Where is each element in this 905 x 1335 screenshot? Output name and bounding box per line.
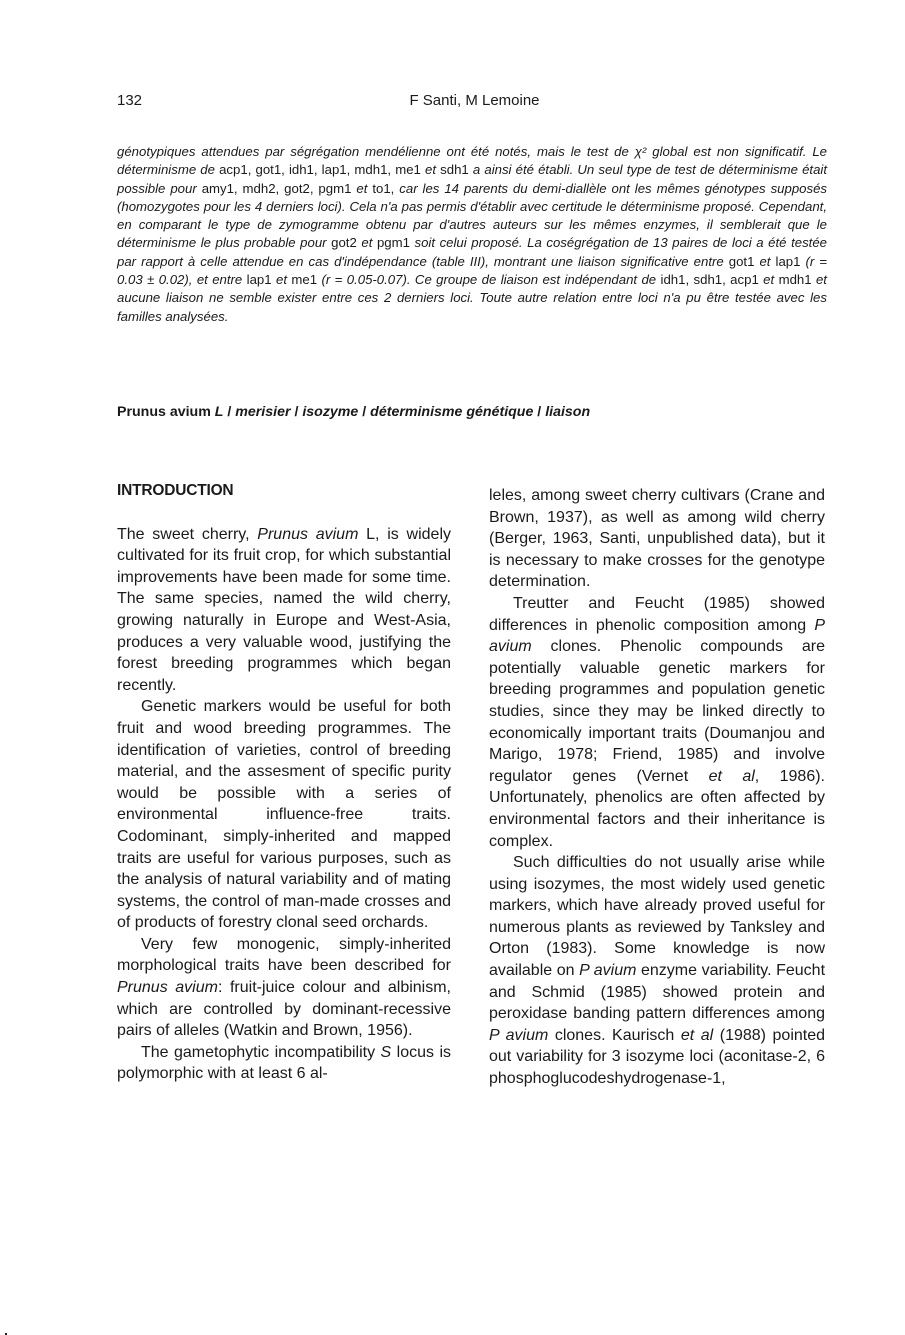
keyword-separator: / [223,404,236,420]
keyword: isozyme [302,404,359,420]
keyword-separator: / [358,404,371,420]
locus-names: acp1, got1, idh1, lap1, mdh1, me1 [219,162,421,178]
abstract-text: et [271,272,292,288]
paragraph: The sweet cherry, Prunus avium L, is widely cultivated for its fruit crop, for which substantial improvements have been made for some time. The same species, named the wild cherry, growing naturally in Europe and West-Asia, produces a very valuable wood, justifying the forest breeding programmes which began recently. [117,525,451,694]
locus-names: pgm1 [376,235,410,251]
right-column [489,485,825,1090]
abstract-text: a ainsi été établi. Un seul type de test de déterminisme était possible pour [117,162,827,196]
paragraph: leles, among sweet cherry cultivars (Crane and Brown, 1937), as well as among wild cherry (Berger, 1963, Santi, unpublished data), but it is necessary to make crosses for the genotype determination. [489,487,825,591]
abstract-text: et [356,235,377,251]
keyword-species: Prunus avium [117,404,211,420]
section-title-introduction: INTRODUCTION [117,482,234,499]
abstract-text: génotypiques attendues par ségrégation mendélienne ont été notés, mais le test de χ² global est non significatif. Le déterminisme de [117,144,827,178]
keyword: liaison [545,404,591,420]
abstract-text: et [754,253,776,269]
page-number: 132 [117,92,143,109]
abstract-text: (r = 0.05-0.07). Ce groupe de liaison est indépendant de [317,272,661,288]
abstract-text: et aucune liaison ne semble exister entre ces 2 derniers loci. Toute autre relation entre loci n'a pu être testée avec les familles analysées. [117,272,827,324]
locus-names: sdh1 [440,162,469,178]
locus-names: lap1 [246,272,272,288]
keyword-separator: / [290,404,303,420]
keyword: merisier [235,404,291,420]
paragraph: Genetic markers would be useful for both fruit and wood breeding programmes. The identification of varieties, control of breeding material, and the assesment of specific purity would be possible with a series of environmental influence-free traits. Codominant, simply-inherited and mapped traits are useful for various purposes, such as the analysis of natural variability and of mating systems, the control of man-made crosses and of products of forestry clonal seed orchards. [117,698,451,932]
abstract-text: car les 14 parents du demi-diallèle ont les mêmes génotypes supposés (homozygotes pour les 4 derniers loci). Cela n'a pas permis d'établir avec certitude le déterminisme proposé. Cependant, en comparant le type de zymogramme obtenu par d'autres auteurs sur les mêmes enzymes, il semblerait que le déterminisme le plus probable pour [117,180,828,251]
keywords-line [117,404,827,420]
locus-names: got1 [728,253,755,269]
paragraph: Very few monogenic, simply-inherited morphological traits have been described for Prunus avium: fruit-juice colour and albinism, which are controlled by dominant-recessive pairs of alleles (Watkin and Brown, 1956). [117,935,451,1040]
paragraph: The gametophytic incompatibility S locus is polymorphic with at least 6 al- [117,1043,452,1083]
locus-names: me1 [291,272,318,288]
keyword-authority: L [214,404,224,420]
abstract-text: soit celui proposé. La coségrégation de 13 paires de loci a été testée par rapport à celle attendue en cas d'indépendance (table III), montrant une liaison significative entre [117,235,827,269]
left-paragraphs [117,524,451,1085]
french-abstract [117,143,827,326]
locus-names: to1, [372,180,395,196]
right-paragraphs [489,485,825,1090]
paragraph: Such difficulties do not usually arise while using isozymes, the most widely used genetic markers, which have already proved useful for numerous plants as reviewed by Tanksley and Orton (1983). Some knowledge is now available on P avium enzyme variability. Feucht and Schmid (1985) showed protein and peroxidase banding pattern differences among P avium clones. Kaurisch et al (1988) pointed out variability for 3 isozyme loci (aconitase-2, 6 phosphoglucodeshydrogenase-1, [489,854,826,1088]
left-column [117,480,451,1085]
keyword-separator: / [533,404,546,420]
page-header [117,92,832,114]
locus-names: amy1, mdh2, got2, pgm1 [201,180,352,196]
paragraph: Treutter and Feucht (1985) showed differences in phenolic composition among P avium clones. Phenolic compounds are potentially valuable genetic markers for breeding programmes and population genetic studies, since they may be linked directly to economically important traits (Doumanjou and Marigo, 1978; Friend, 1985) and involve regulator genes (Vernet et al, 1986). Unfortunately, phenolics are often affected by environmental factors and their inheritance is complex. [489,594,826,850]
abstract-text: et [758,272,779,288]
locus-names: idh1, sdh1, acp1 [660,272,759,288]
locus-names: got2 [331,235,357,251]
abstract-text: et [420,162,441,178]
locus-names: lap1 [775,253,801,269]
abstract-text: et [351,180,373,196]
running-head-authors: F Santi, M Lemoine [409,92,540,109]
locus-names: mdh1 [778,272,812,288]
keyword: déterminisme génétique [370,404,534,420]
abstract-text: (r = 0.03 ± 0.02), et entre [117,253,828,288]
